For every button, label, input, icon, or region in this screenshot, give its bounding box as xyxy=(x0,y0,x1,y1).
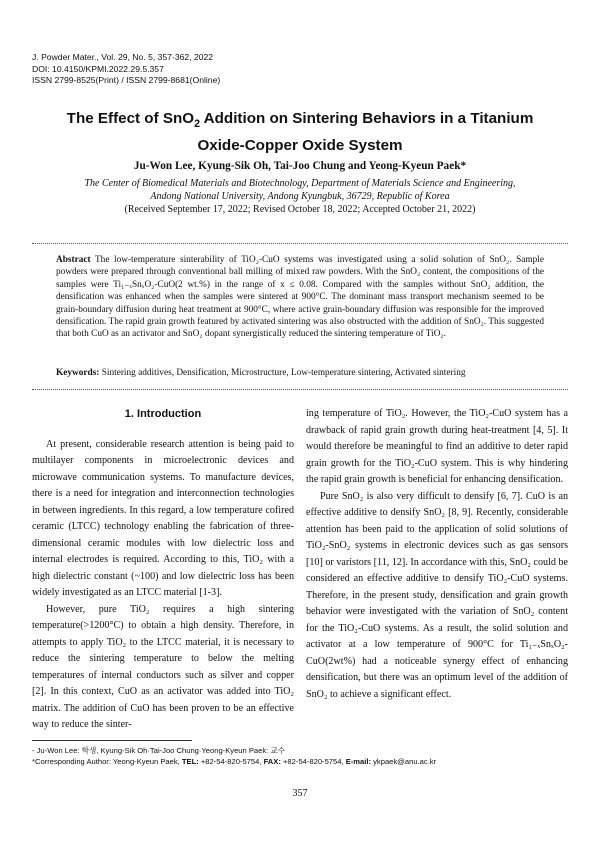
tel-label: TEL: xyxy=(181,757,199,766)
title-part: Addition on Sintering Behaviors in a Titanium xyxy=(200,110,534,127)
section-heading: 1. Introduction xyxy=(124,408,202,420)
abstract-label: Abstract xyxy=(56,255,91,265)
issn: ISSN 2799-8525(Print) / ISSN 2799-8681(Online) xyxy=(32,75,221,85)
paper-title xyxy=(40,108,560,156)
doi[interactable]: DOI: 10.4150/KPMI.2022.29.5.357 xyxy=(32,63,164,74)
page-number: 357 xyxy=(292,788,308,799)
footnote-text: *Corresponding Author: Yeong-Kyeun Paek, xyxy=(32,757,182,766)
paragraph: At present, considerable research attention is being paid to multilayer components in microelectronic devices and microwave communication systems. To manufacture devices, there is a need for integration and interconnection technologies in between ingredients. In this regard, a low temperature cofired ceramic (LTCC) technology enabling the fabrication of three-dimensional ceramic modules with low dielectric loss and internal electrodes is required. According to this, TiO₂ with a high dielectric constant (~100) and low dielectric loss has been widely investigated as an LTCC material [1-3]. xyxy=(32,438,294,598)
title-subscript: 2 xyxy=(194,118,201,131)
keywords-label: Keywords: xyxy=(56,368,100,378)
paragraph: However, pure TiO₂ requires a high sintering temperature(>1200°C) to obtain a high density. Therefore, in attempts to apply TiO₂ to the LTCC material, it is necessary to reduce the sintering temperature to below the melting temperatures of internal conductors such as silver and copper [2]. In this context, CuO as an activator was added into TiO₂ matrix. The addition of CuO has been proven to be an effective way to reduce the sinter- xyxy=(32,603,294,730)
abstract xyxy=(56,254,544,341)
footnote-authors: - Ju-Won Lee: 학생, Kyung-Sik Oh·Tai-Joo Chung·Yeong-Kyeun Paek: 교수 xyxy=(32,746,286,755)
title-part: The Effect of SnO xyxy=(66,110,195,127)
divider xyxy=(32,389,568,390)
divider xyxy=(32,243,568,244)
email-link[interactable]: ykpaek@anu.ac.kr xyxy=(371,757,437,766)
received-dates: (Received September 17, 2022; Revised October 18, 2022; Accepted October 21, 2022) xyxy=(124,204,476,215)
journal-meta xyxy=(32,52,220,87)
footnote-rule xyxy=(32,740,192,741)
fax-label: FAX: xyxy=(263,757,281,766)
affiliation xyxy=(40,177,560,203)
paragraph: ing temperature of TiO₂. However, the TiO₂-CuO system has a drawback of rapid grain growth during heat-treatment [4, 5]. It would therefore be meaningful to find an additive to deter rapid grain growth for the TiO₂-CuO system. This is why hindering the rapid grain growth is beneficial for enhancing densification. xyxy=(306,408,568,485)
abstract-text: The low-temperature sinterability of TiO₂-CuO systems was investigated using a solid solution of SnO₂. Sample powders were prepared through conventional ball milling of mixed raw powders. With the SnO₂ content, the compositions of the samples were Ti₁₋ₓSnₓO₂-CuO(2 wt.%) in the range of x ≤ 0.08. Compared with the samples without SnO₂ addition, the densification was enhanced when the samples were sintered at 900°C. The dominant mass transport mechanism seemed to be grain-boundary diffusion during heat treatment at 900°C, where active grain-boundary diffusion was responsible for the improved densification. The rapid grain growth featured by activated sintering was also obstructed with the addition of SnO₂. This suggested that both CuO as an activator and SnO₂ dopant synergistically reduced the sintering temperature of TiO₂. xyxy=(56,255,544,340)
title-line2: Oxide-Copper Oxide System xyxy=(197,137,403,155)
affiliation-line: The Center of Biomedical Materials and Biotechnology, Department of Materials Science and Engineering, xyxy=(84,178,516,189)
right-column xyxy=(306,406,568,703)
email-label: E-mail: xyxy=(345,757,372,766)
tel-value: +82-54-820-5754, xyxy=(198,757,264,766)
journal-citation: J. Powder Mater., Vol. 29, No. 5, 357-362, 2022 xyxy=(32,52,214,62)
keywords-text: Sintering additives, Densification, Microstructure, Low-temperature sintering, Activated sintering xyxy=(99,368,466,378)
keywords xyxy=(56,368,544,378)
footnote-corresponding xyxy=(32,757,436,766)
affiliation-line: Andong National University, Andong Kyungbuk, 36729, Republic of Korea xyxy=(150,191,450,203)
author-list: Ju-Won Lee, Kyung-Sik Oh, Tai-Joo Chung and Yeong-Kyeun Paek* xyxy=(133,160,467,172)
paragraph: Pure SnO₂ is also very difficult to densify [6, 7]. CuO is an effective additive to densify SnO₂ [8, 9]. Recently, considerable attention has been paid to the application of solid solutions of TiO₂-SnO₂ systems in electronic devices such as gas sensors [10] or varistors [11, 12]. In accordance with this, SnO₂ could be considered an effective additive to densify TiO₂-CuO systems. Therefore, in the present study, densification and grain growth behavior were investigated with the variation of SnO₂ content for the TiO₂-CuO systems. As a result, the solid solution and activator at a low temperature of 900°C for Ti₁₋ₓSnₓO₂-CuO(2wt%) had a noticeable synergy effect of enhancing densification, but there was an optimum level of the addition of SnO₂ to achieve a significant effect. xyxy=(306,490,568,700)
left-column xyxy=(32,406,294,734)
fax-value: +82-54-820-5754, xyxy=(280,757,346,766)
